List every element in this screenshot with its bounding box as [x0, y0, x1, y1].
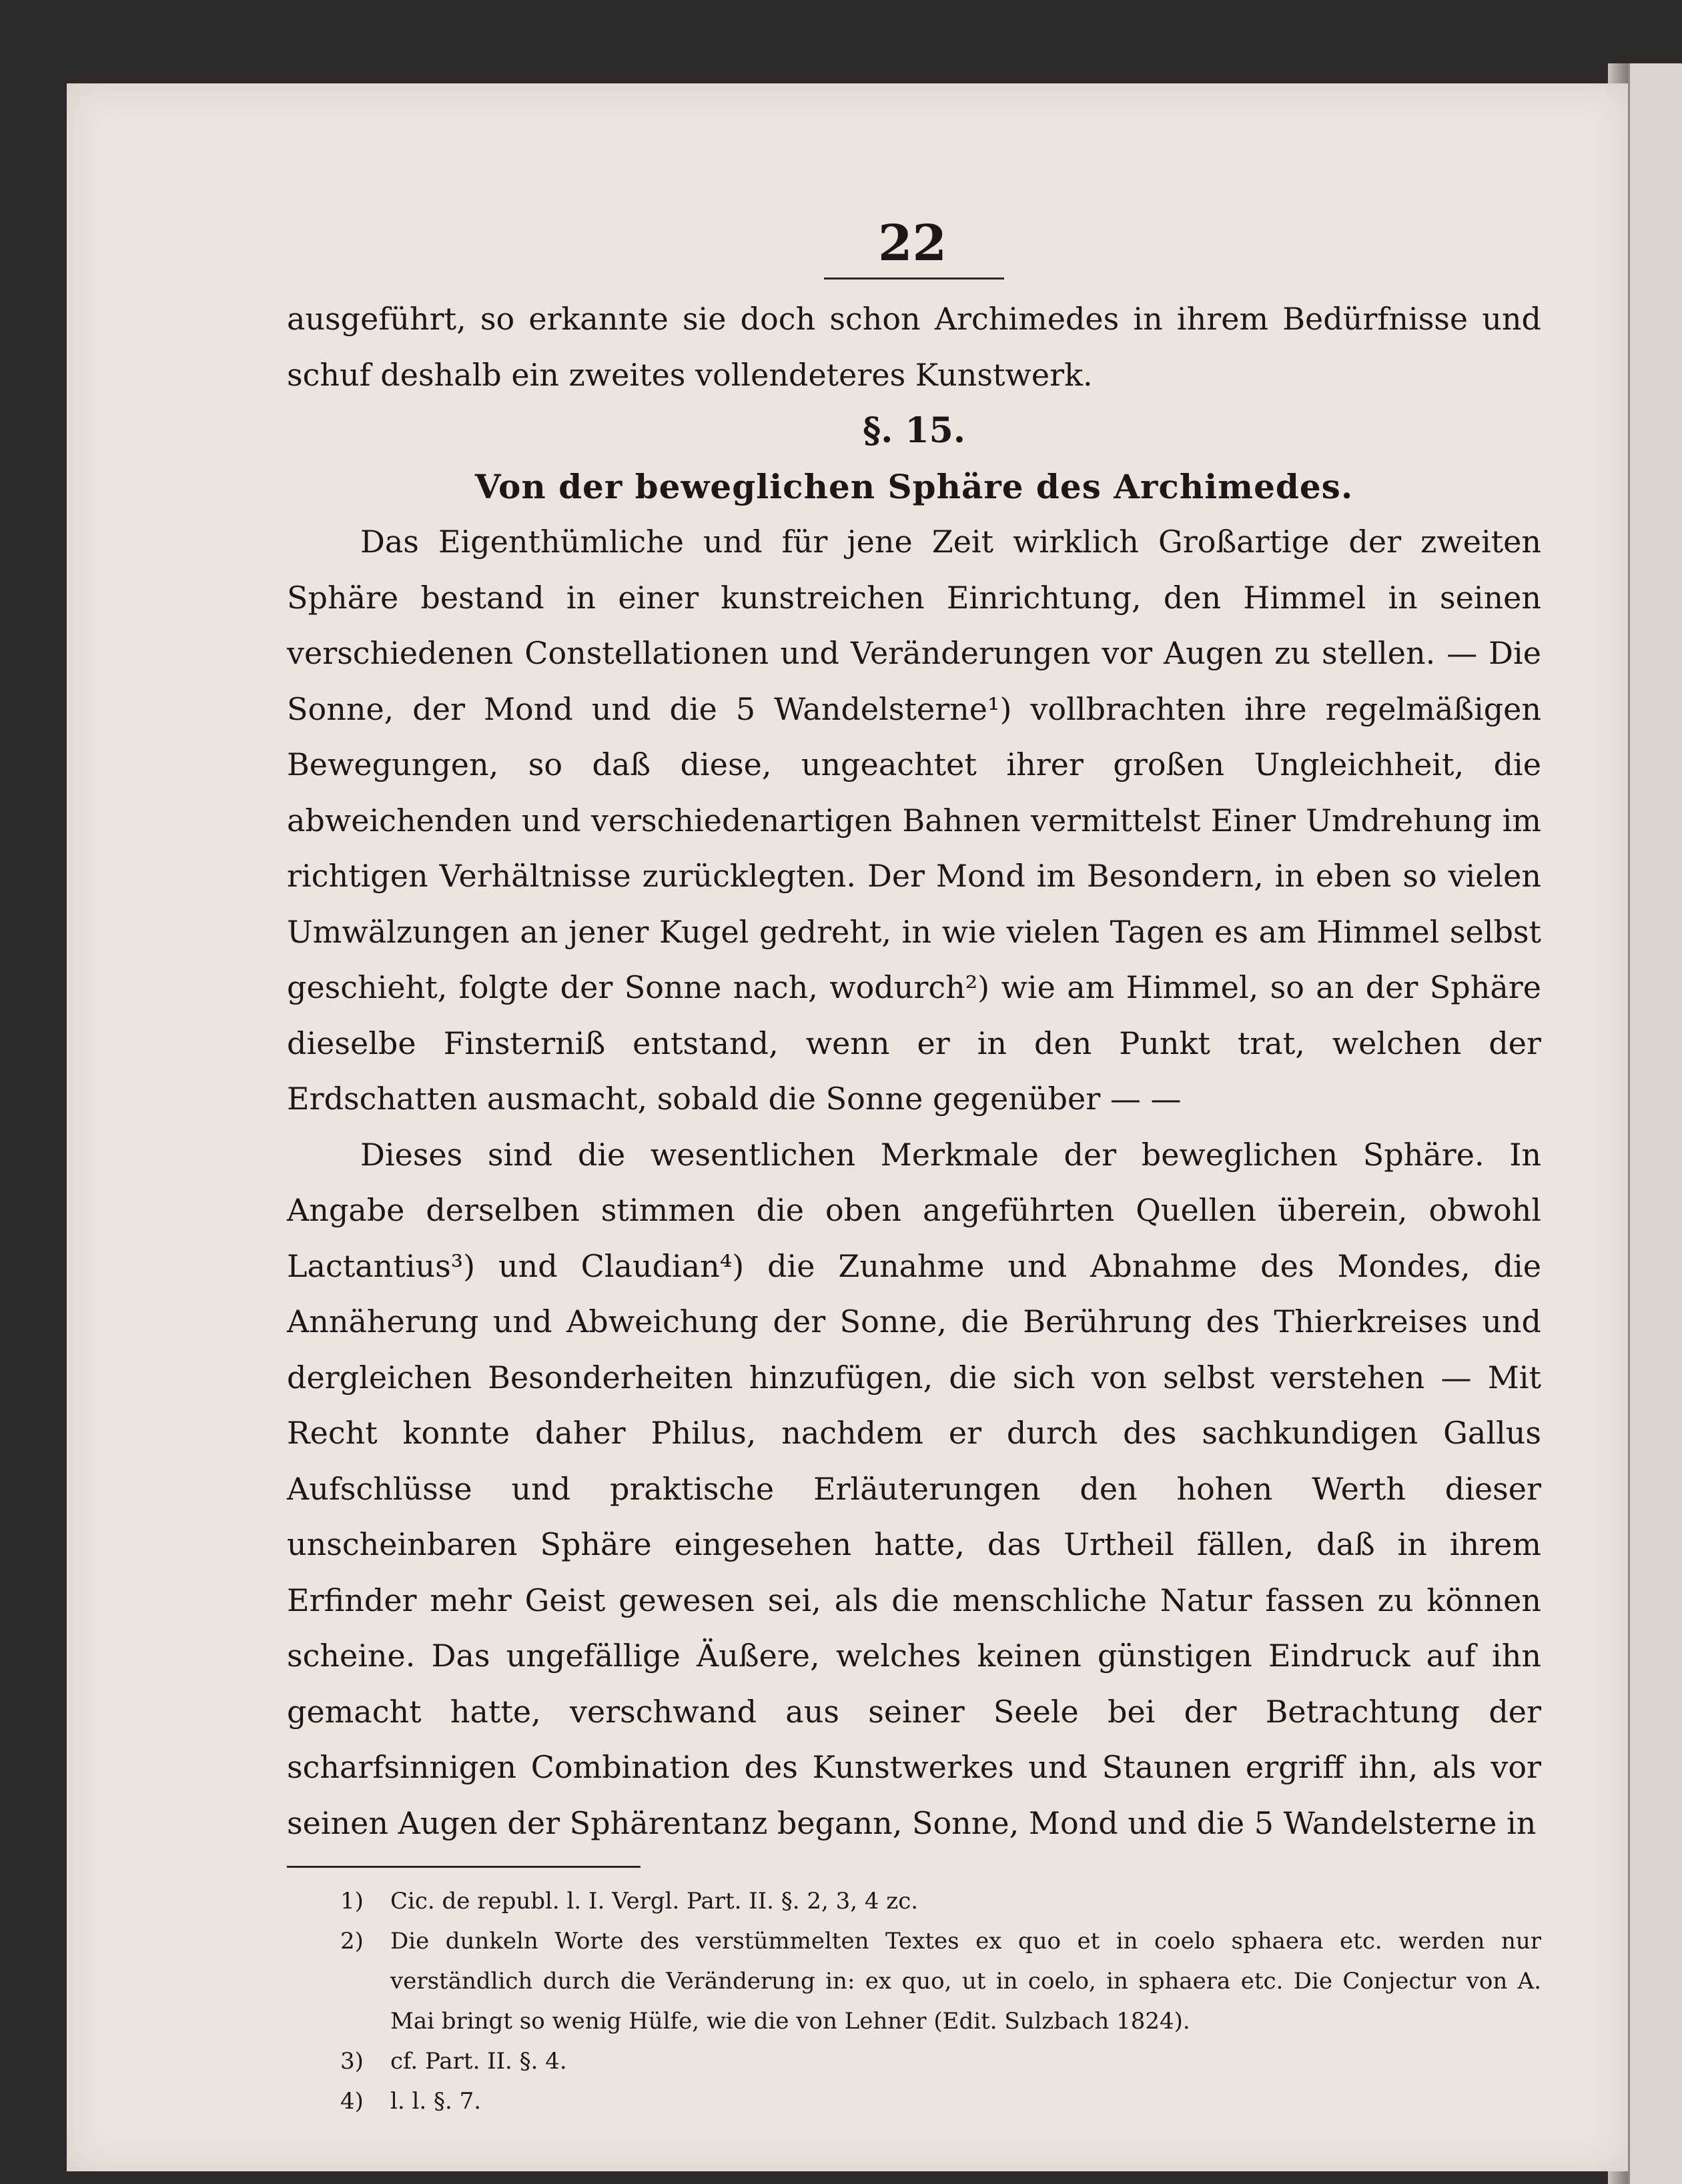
footnote-text: l. l. §. 7. — [390, 2088, 482, 2115]
footnote-rule — [287, 1866, 641, 1868]
footnote-text: cf. Part. II. §. 4. — [390, 2048, 567, 2075]
footnote-number: 1) — [340, 1888, 364, 1915]
footnote-number: 2) — [340, 1928, 364, 1955]
section-title: Von der beweglichen Sphäre des Archimedes. — [474, 466, 1354, 506]
footnote-4 — [287, 2081, 1541, 2121]
footnote-1 — [287, 1881, 1541, 1921]
paragraph-2: Dieses sind die wesentlichen Merkmale der beweglichen Sphäre. In Angabe derselben stimmen die oben angeführten Quellen überein, obwohl Lactantius³) und Claudian⁴) die Zunahme und Abnahme des Mondes, die Annäherung und Abweichung der Sonne, die Berührung des Thierkreises und dergleichen Besonderheiten hinzufügen, die sich von selbst verstehen — Mit Recht konnte daher Philus, nachdem er durch des sachkundigen Gallus Aufschlüsse und praktische Erläuterungen den hohen Werth dieser unscheinbaren Sphäre eingesehen hatte, das Urtheil fällen, daß in ihrem Erfinder mehr Geist gewesen sei, als die menschliche Natur fassen zu können scheine. Das ungefällige Äußere, welches keinen günstigen Eindruck auf ihn gemacht hatte, verschwand aus seiner Seele bei der Betrachtung der scharfsinnigen Combination des Kunstwerkes und Staunen ergriff ihn, als vor seinen Augen der Sphärentanz begann, Sonne, Mond und die 5 Wandelsterne in — [287, 1136, 1541, 1841]
header-rule — [824, 278, 1004, 280]
footnote-text: Die dunkeln Worte des verstümmelten Textes ex quo et in coelo sphaera etc. werden nur verständlich durch die Veränderung in: ex quo, ut in coelo, in sphaera etc. Die Conjectur von A. Mai bringt so wenig Hülfe, wie die von Lehner (Edit. Sulzbach 1824). — [390, 1928, 1541, 2035]
intro-paragraph: ausgeführt, so erkannte sie doch schon Archimedes in ihrem Bedürfnisse und schuf deshalb ein zweites vollendeteres Kunstwerk. — [287, 301, 1541, 393]
footnotes — [287, 1881, 1541, 2121]
paragraph-1: Das Eigenthümliche und für jene Zeit wirklich Großartige der zweiten Sphäre bestand in einer kunstreichen Einrichtung, den Himmel in seinen verschiedenen Constellationen und Veränderungen vor Augen zu stellen. — Die Sonne, der Mond und die 5 Wandelsterne¹) vollbrachten ihre regelmäßigen Bewegungen, so daß diese, ungeachtet ihrer großen Ungleichheit, die abweichenden und verschiedenartigen Bahnen vermittelst Einer Umdrehung im richtigen Verhältnisse zurücklegten. Der Mond im Besondern, in eben so vielen Umwälzungen an jener Kugel gedreht, in wie vielen Tagen es am Himmel selbst geschieht, folgte der Sonne nach, wodurch²) wie am Himmel, so an der Sphäre dieselbe Finsterniß entstand, wenn er in den Punkt trat, welchen der Erdschatten ausmacht, sobald die Sonne gegenüber — — — [287, 524, 1541, 1117]
page-content — [287, 213, 1541, 2121]
section-mark: §. 15. — [863, 410, 965, 451]
adjacent-page-edge — [1628, 63, 1682, 2184]
footnote-number: 3) — [340, 2048, 364, 2075]
body-text — [287, 292, 1541, 1851]
page-number: 22 — [878, 215, 947, 272]
footnote-2 — [287, 1921, 1541, 2041]
footnote-number: 4) — [340, 2088, 364, 2115]
footnote-text: Cic. de republ. l. I. Vergl. Part. II. §. 2, 3, 4 zc. — [390, 1888, 919, 1915]
footnote-3 — [287, 2041, 1541, 2081]
